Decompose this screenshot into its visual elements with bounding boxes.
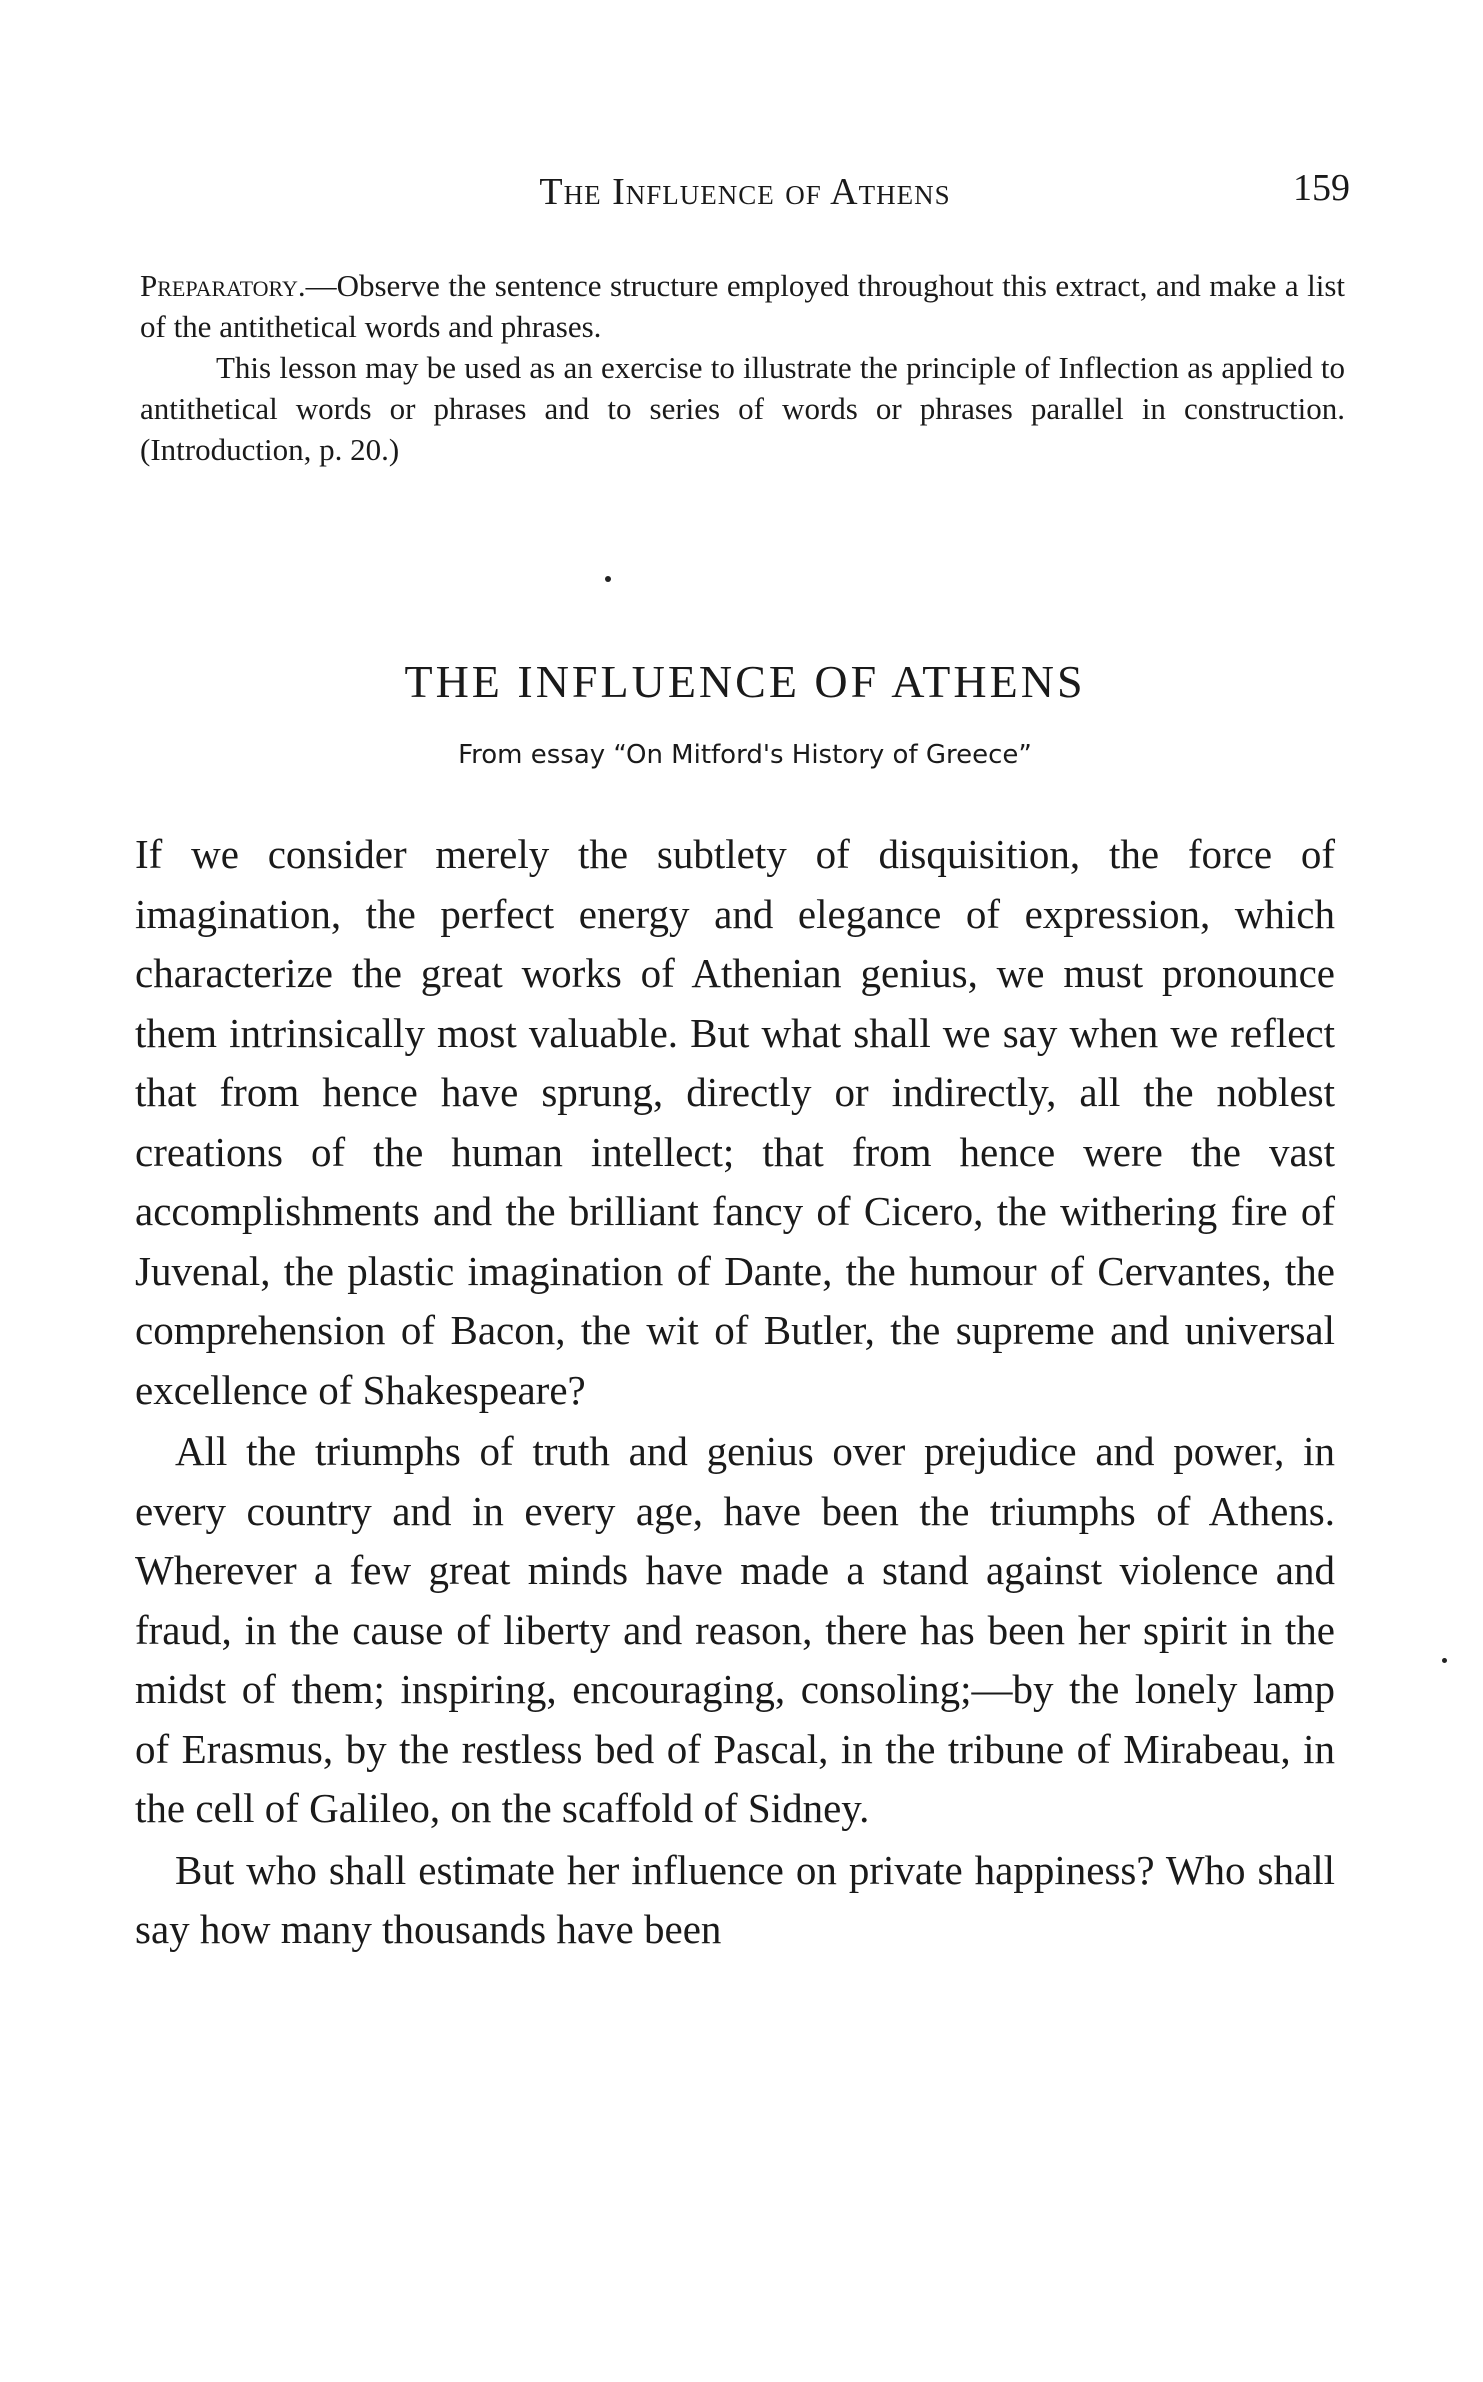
preparatory-note — [140, 265, 1345, 470]
running-title: The Influence of Athens — [539, 171, 951, 213]
note-paragraph-1 — [140, 265, 1345, 347]
article-title: THE INFLUENCE OF ATHENS — [404, 656, 1086, 707]
note-lead: Preparatory. — [140, 268, 306, 303]
note-paragraph-1-text: —Observe the sentence structure employed throughout this extract, and make a list of the antithetical words and phrases. — [140, 268, 1345, 344]
body-paragraph-1: If we consider merely the subtlety of disquisition, the force of imagination, the perfect energy and elegance of expression, which characterize the great works of Athenian genius, we must pronounce them intrinsically most valuable. But what shall we say when we reflect that from hence have sprung, directly or indirectly, all the noblest creations of the human intellect; that from hence were the vast accomplishments and the brilliant fancy of Cicero, the withering fire of Juvenal, the plastic imagination of Dante, the humour of Cervantes, the comprehension of Bacon, the wit of Butler, the supreme and universal excellence of Shakespeare? — [135, 831, 1335, 1413]
print-speck — [1442, 1658, 1447, 1663]
article-source: From essay “On Mitford's History of Greece” — [458, 740, 1032, 770]
page-number: 159 — [1293, 167, 1350, 209]
body-paragraph-3: But who shall estimate her influence on private happiness? Who shall say how many thousands have been — [135, 1846, 1335, 1952]
body-paragraph-2: All the triumphs of truth and genius over prejudice and power, in every country and in every age, have been the triumphs of Athens. Wherever a few great minds have made a stand against violence and fraud, in the cause of liberty and reason, there has been her spirit in the midst of them; inspiring, encouraging, consoling;—by the lonely lamp of Erasmus, by the restless bed of Pascal, in the tribune of Mirabeau, in the cell of Galileo, on the scaffold of Sidney. — [135, 1428, 1335, 1831]
print-speck — [605, 576, 611, 582]
running-head — [140, 167, 1350, 220]
article-body — [135, 825, 1335, 1960]
note-paragraph-2: This lesson may be used as an exercise to illustrate the principle of Inflection as applied to antithetical words or phrases and to series of words or phrases parallel in construction. (Introduction, p. 20.) — [140, 350, 1345, 467]
